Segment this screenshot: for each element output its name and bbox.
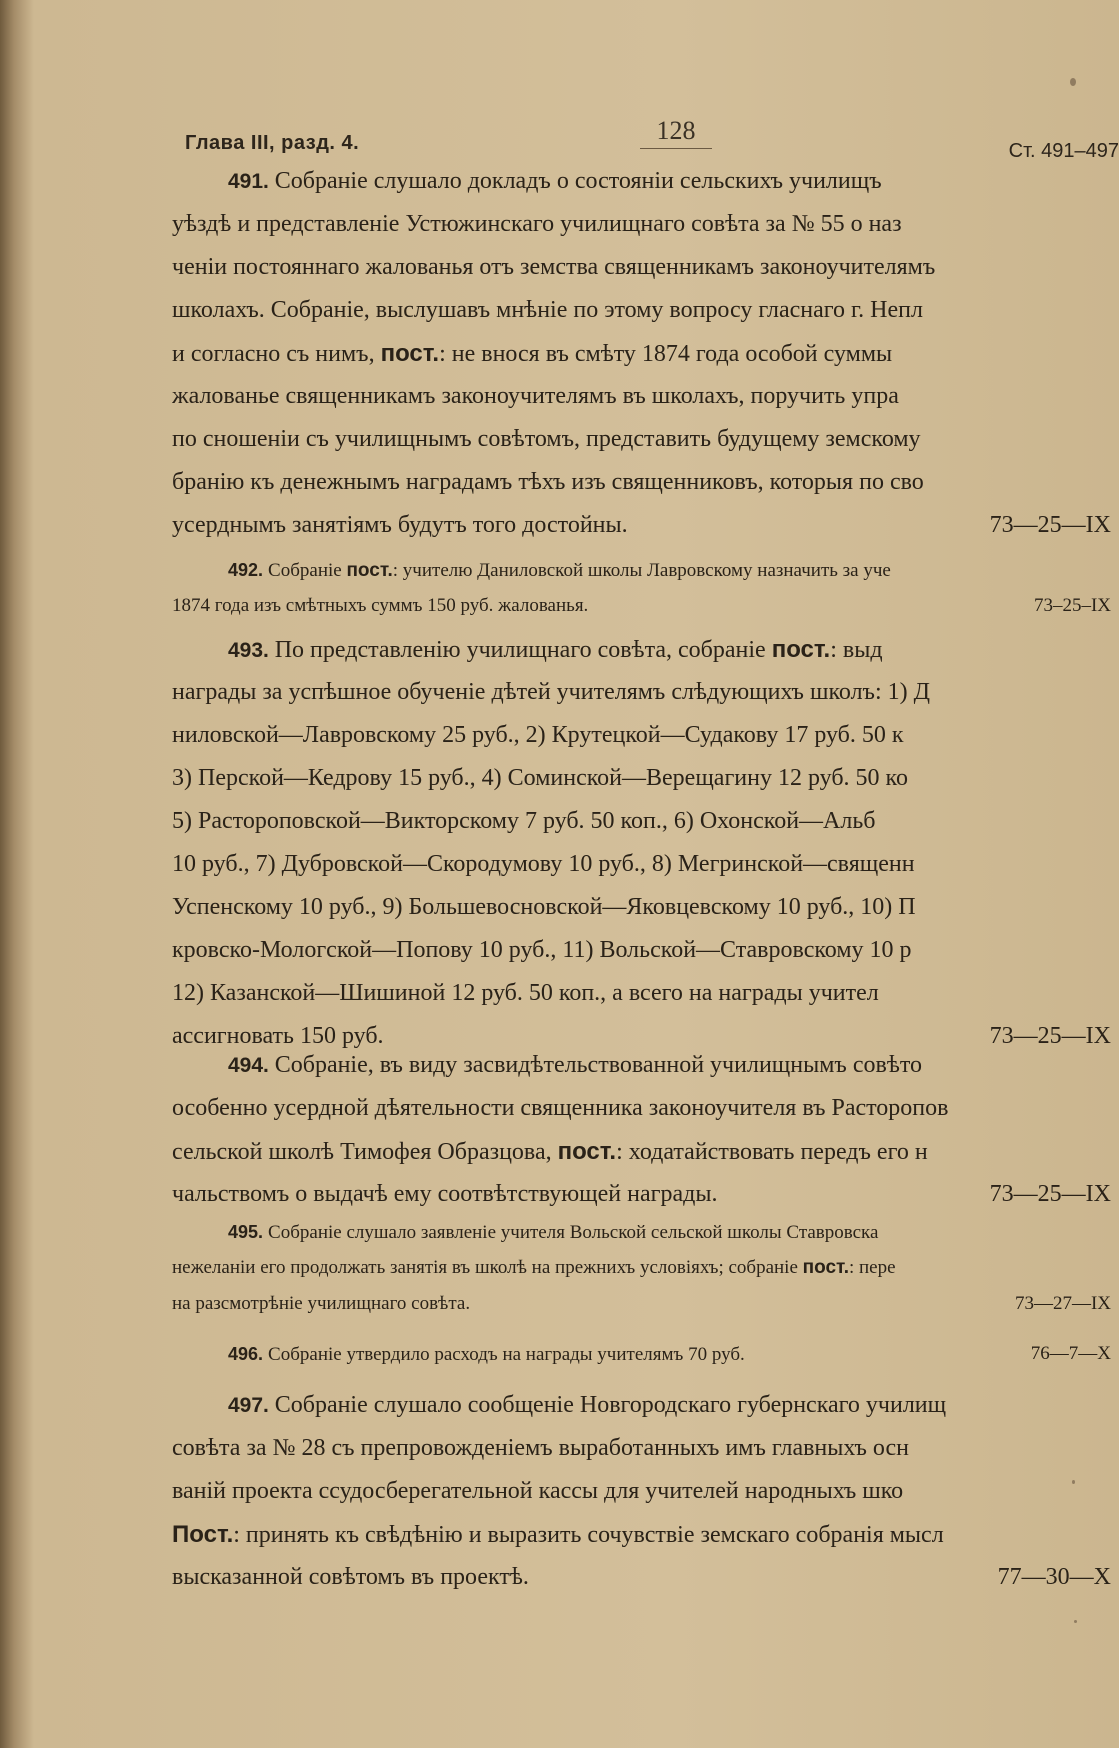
- text-run: Успенскому 10 руб., 9) Большевосновской—Яковцевскому 10 руб., 10) П: [172, 894, 916, 920]
- text-run: и согласно съ нимъ,: [172, 341, 381, 367]
- text-line: [172, 552, 1119, 588]
- text-run: : не внося въ смѣту 1874 года особой суммы: [439, 341, 893, 367]
- text-run: По представленію училищнаго совѣта, собраніе: [274, 637, 772, 663]
- text-run: нежеланіи его продолжать занятія въ школѣ на прежнихъ условіяхъ; собраніе: [172, 1257, 803, 1278]
- text-run: : пере: [848, 1257, 896, 1278]
- article-number: 497.: [228, 1394, 275, 1417]
- resolution-mark: пост.: [802, 1257, 849, 1278]
- entry-496: [172, 1336, 1119, 1372]
- text-run: ченіи постояннаго жалованья отъ земства священникамъ законоучителямъ: [172, 254, 936, 280]
- text-line: [172, 418, 1119, 461]
- article-number: 494.: [228, 1054, 275, 1077]
- article-number: 493.: [228, 639, 275, 662]
- text-run: награды за успѣшное обученіе дѣтей учителямъ слѣдующихъ школъ: 1) Д: [172, 679, 930, 705]
- session-reference: 73–25–IX: [1033, 595, 1111, 616]
- text-line: [172, 1556, 1119, 1599]
- session-reference: 73—25—IX: [989, 1181, 1111, 1207]
- text-run: высказанной совѣтомъ въ проектѣ.: [172, 1564, 529, 1590]
- text-run: : выд: [830, 637, 883, 663]
- article-number: 496.: [228, 1344, 269, 1364]
- text-run: 1874 года изъ смѣтныхъ суммъ 150 руб. жалованья.: [172, 595, 589, 616]
- entry-494: [172, 1044, 1119, 1216]
- text-line: [172, 1470, 1119, 1513]
- resolution-mark: Пост.: [172, 1521, 234, 1548]
- session-reference: 76—7—X: [1030, 1343, 1111, 1364]
- text-run: : учителю Даниловской школы Лавровскому назначить за уче: [392, 560, 891, 581]
- text-run: 10 руб., 7) Дубровской—Скородумову 10 руб., 8) Мегринской—священн: [172, 851, 915, 877]
- text-run: жалованье священникамъ законоучителямъ въ школахъ, поручить упра: [172, 383, 899, 409]
- article-number: 491.: [228, 170, 275, 193]
- text-run: 3) Перской—Кедрову 15 руб., 4) Соминской—Верещагину 12 руб. 50 ко: [172, 765, 908, 791]
- text-line: [172, 1173, 1119, 1216]
- text-line: [172, 289, 1119, 332]
- text-line: [172, 929, 1119, 972]
- text-line: [172, 160, 1119, 203]
- ink-spot: [1074, 1620, 1077, 1623]
- text-run: 5) Растороповской—Викторскому 7 руб. 50 коп., 6) Охонской—Альб: [172, 808, 876, 834]
- article-number: 495.: [228, 1222, 269, 1242]
- text-run: ниловской—Лавровскому 25 руб., 2) Крутецкой—Судакову 17 руб. 50 к: [172, 722, 904, 748]
- text-line: [172, 757, 1119, 800]
- text-run: на разсмотрѣніе училищнаго совѣта.: [172, 1293, 471, 1314]
- text-line: [172, 1214, 1119, 1250]
- text-line: [172, 375, 1119, 418]
- text-run: Собраніе слушало заявленіе учителя Вольской сельской школы Ставровска: [268, 1222, 879, 1243]
- text-line: [172, 1384, 1119, 1427]
- text-run: Собраніе утвердило расходъ на награды учителямъ 70 руб.: [268, 1344, 745, 1365]
- text-line: [172, 1130, 1119, 1173]
- session-reference: 73—27—IX: [1014, 1293, 1111, 1314]
- text-run: совѣта за № 28 съ препровожденіемъ выработанныхъ имъ главныхъ осн: [172, 1435, 909, 1461]
- text-line: [172, 588, 1119, 624]
- text-line: [172, 800, 1119, 843]
- text-run: усерднымъ занятіямъ будутъ того достойны.: [172, 512, 628, 538]
- text-run: ассигновать 150 руб.: [172, 1023, 384, 1049]
- text-line: [172, 886, 1119, 929]
- text-run: школахъ. Собраніе, выслушавъ мнѣніе по этому вопросу гласнаго г. Непл: [172, 297, 923, 323]
- text-run: 12) Казанской—Шишиной 12 руб. 50 коп., а всего на награды учител: [172, 980, 879, 1006]
- text-run: уѣздѣ и представленіе Устюжинскаго училищнаго совѣта за № 55 о наз: [172, 211, 902, 237]
- text-run: : ходатайствовать передъ его н: [616, 1139, 928, 1165]
- text-line: [172, 203, 1119, 246]
- resolution-mark: пост.: [557, 1138, 617, 1165]
- entry-495: [172, 1214, 1119, 1322]
- text-run: Собраніе, въ виду засвидѣтельствованной училищнымъ совѣто: [274, 1052, 923, 1078]
- resolution-mark: пост.: [380, 340, 440, 367]
- text-run: сельской школѣ Тимофея Образцова,: [172, 1139, 558, 1165]
- text-line: [172, 714, 1119, 757]
- text-line: [172, 628, 1119, 671]
- text-line: [172, 1336, 1119, 1372]
- entry-497: [172, 1384, 1119, 1599]
- text-run: чальствомъ о выдачѣ ему соотвѣтствующей награды.: [172, 1181, 718, 1207]
- text-run: кровско-Мологской—Попову 10 руб., 11) Вольской—Ставровскому 10 р: [172, 937, 912, 963]
- session-reference: 77—30—X: [997, 1564, 1111, 1590]
- ink-spot: [1070, 78, 1076, 86]
- text-line: [172, 671, 1119, 714]
- text-line: [172, 1513, 1119, 1556]
- text-line: [172, 246, 1119, 289]
- session-reference: 73—25—IX: [989, 512, 1111, 538]
- text-run: по сношеніи съ училищнымъ совѣтомъ, представить будущему земскому: [172, 426, 921, 452]
- text-run: ваній проекта ссудосберегательной кассы для учителей народныхъ шко: [172, 1478, 904, 1504]
- text-line: [172, 1286, 1119, 1322]
- text-run: Собраніе: [268, 560, 347, 581]
- text-run: особенно усердной дѣятельности священника законоучителя въ Расторопов: [172, 1095, 949, 1121]
- text-line: [172, 461, 1119, 504]
- resolution-mark: пост.: [346, 560, 393, 581]
- entry-493: [172, 628, 1119, 1058]
- resolution-mark: пост.: [771, 636, 831, 663]
- text-line: [172, 1427, 1119, 1470]
- text-run: : принять къ свѣдѣнію и выразить сочувствіе земскаго собранія мысл: [233, 1522, 944, 1548]
- entry-492: [172, 552, 1119, 624]
- text-run: Собраніе слушало докладъ о состояніи сельскихъ училищъ: [274, 168, 882, 194]
- text-run: бранію къ денежнымъ наградамъ тѣхъ изъ священниковъ, которыя по сво: [172, 469, 924, 495]
- entry-491: [172, 160, 1119, 547]
- running-header: [185, 110, 1119, 160]
- article-range: Ст. 491–497: [1008, 140, 1119, 162]
- text-line: [172, 1044, 1119, 1087]
- article-number: 492.: [228, 560, 269, 580]
- text-line: [172, 1250, 1119, 1286]
- text-line: [172, 972, 1119, 1015]
- page-number: 128: [640, 116, 712, 149]
- text-run: Собраніе слушало сообщеніе Новгородскаго губернскаго училищ: [274, 1392, 947, 1418]
- text-line: [172, 1087, 1119, 1130]
- chapter-label: Глава III, разд. 4.: [185, 132, 360, 154]
- text-line: [172, 504, 1119, 547]
- text-line: [172, 843, 1119, 886]
- text-line: [172, 332, 1119, 375]
- session-reference: 73—25—IX: [989, 1023, 1111, 1049]
